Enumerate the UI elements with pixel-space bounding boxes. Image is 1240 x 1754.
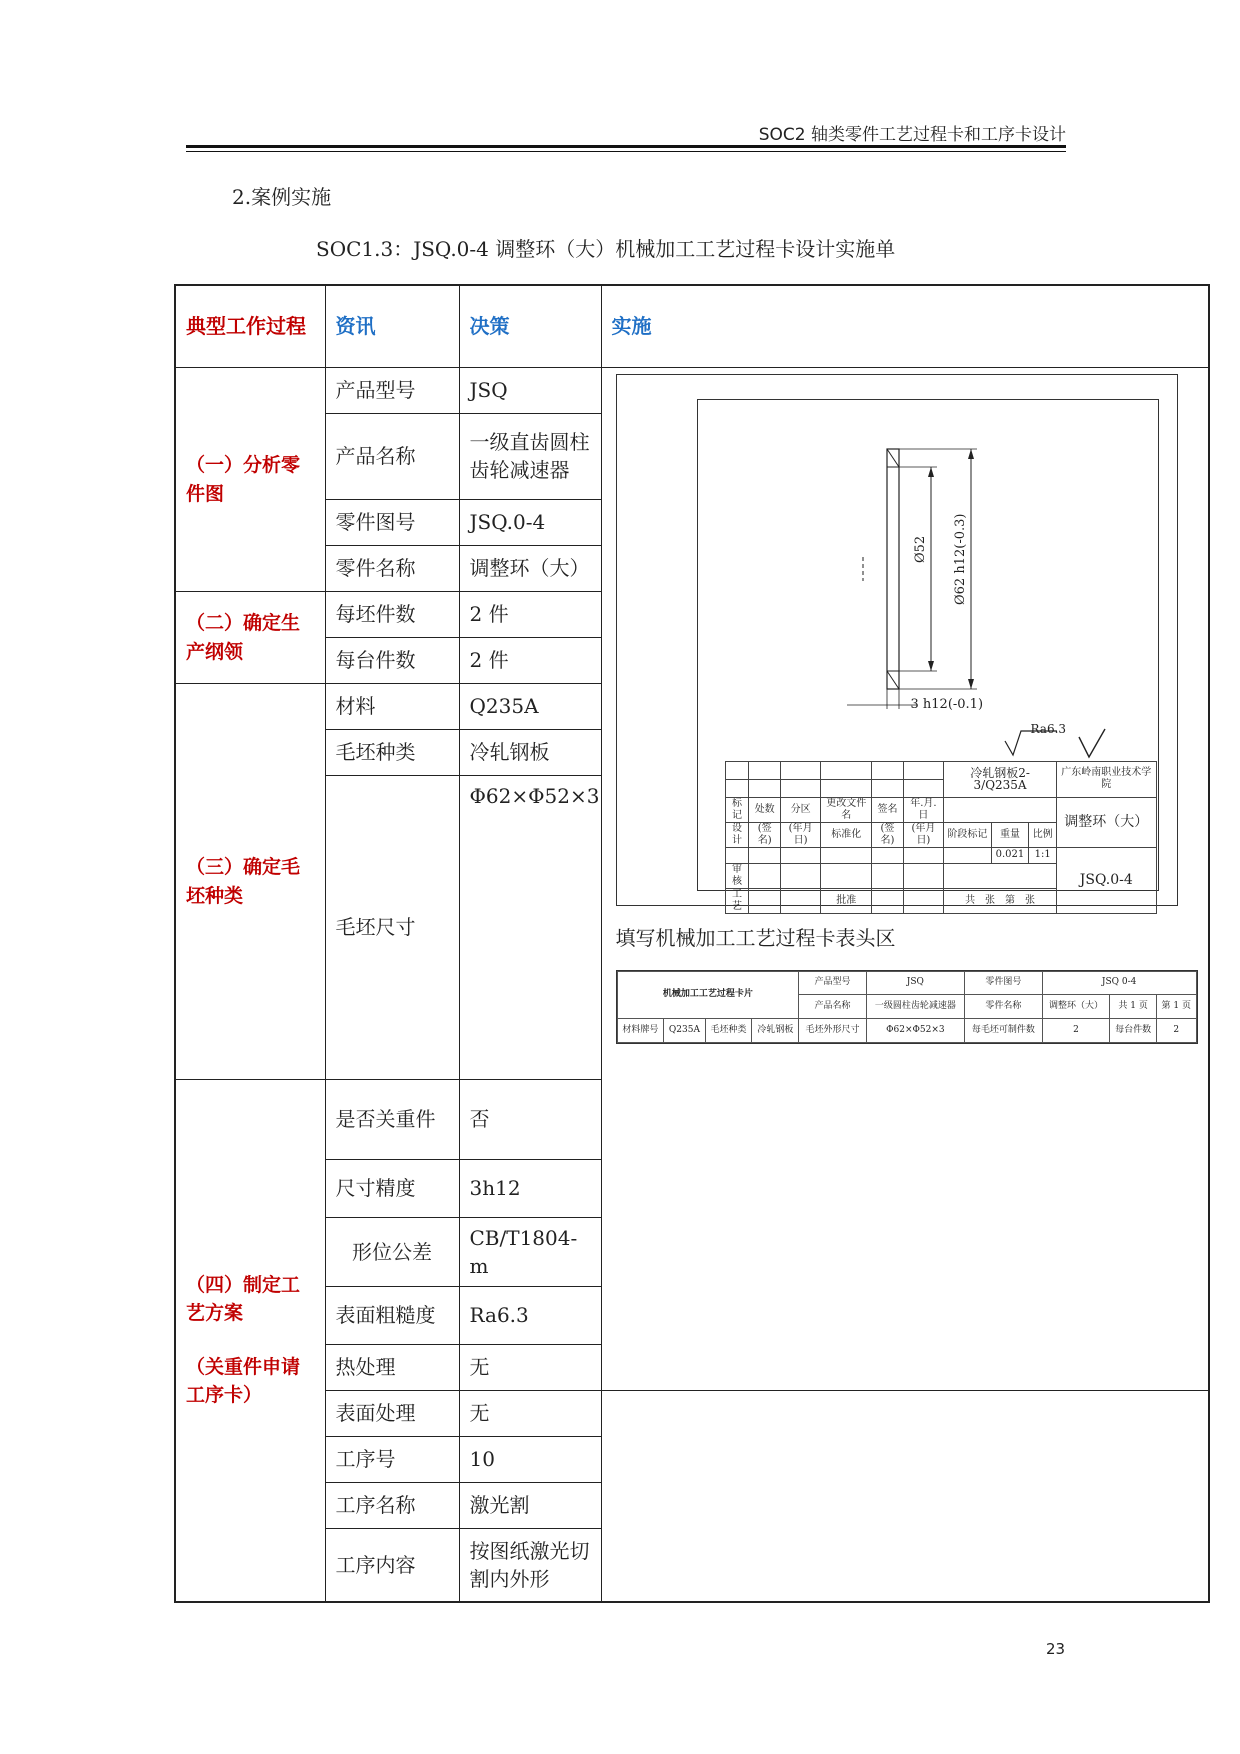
roughness-symbol: Ra6.3 — [1030, 721, 1067, 736]
row-label: 毛坯尺寸 — [325, 775, 459, 1079]
header-work-process: 典型工作过程 — [175, 285, 325, 367]
header-info: 资讯 — [325, 285, 459, 367]
row-value: JSQ — [459, 367, 601, 413]
row-value: 10 — [459, 1436, 601, 1482]
row-value: 无 — [459, 1344, 601, 1390]
header-decision: 决策 — [459, 285, 601, 367]
page-header: SOC2 轴类零件工艺过程卡和工序卡设计 — [758, 125, 1066, 145]
process-card-header: 机械加工工艺过程卡片 产品型号 JSQ 零件图号 JSQ 0-4 产品名称 一级圆柱齿轮减速器 零件名称 调整环（大） 共 1 页 第 1 页 材料牌号 Q235A 毛坯种类 冷轧钢板 毛坯外形尺寸 Φ62×Φ52×3 每毛坯可制件数 2 每台件数 2 — [616, 970, 1198, 1044]
row-label: 工序名称 — [325, 1482, 459, 1528]
row-value: 2 件 — [459, 591, 601, 637]
row-label: 材料 — [325, 683, 459, 729]
part-drawing — [616, 374, 1178, 912]
row-label: 是否关重件 — [325, 1079, 459, 1159]
row-label: 表面处理 — [325, 1390, 459, 1436]
row-value: 一级直齿圆柱齿轮减速器 — [459, 413, 601, 499]
header-rule-thin — [186, 151, 1066, 152]
stage-analyze-drawing: （一）分析零件图 — [175, 367, 325, 591]
row-label: 工序号 — [325, 1436, 459, 1482]
section-title: 2.案例实施 — [232, 185, 332, 209]
part-sketch — [617, 375, 1177, 775]
implementation-cell-top — [601, 367, 1209, 1390]
implementation-table — [174, 284, 1210, 1603]
row-value: 否 — [459, 1079, 601, 1159]
row-label: 工序内容 — [325, 1528, 459, 1602]
row-value: CB/T1804-m — [459, 1217, 601, 1286]
row-label: 零件名称 — [325, 545, 459, 591]
page-number: 23 — [1046, 1640, 1066, 1658]
row-label: 产品型号 — [325, 367, 459, 413]
row-label: 每坯件数 — [325, 591, 459, 637]
row-value: 2 件 — [459, 637, 601, 683]
row-label: 尺寸精度 — [325, 1159, 459, 1217]
dim-inner-diameter: Ø52 — [912, 535, 928, 563]
caption-header-area: 填写机械加工工艺过程卡表头区 — [615, 925, 896, 950]
row-value: 3h12 — [459, 1159, 601, 1217]
row-value: 调整环（大） — [459, 545, 601, 591]
row-label: 表面粗糙度 — [325, 1286, 459, 1344]
stage-process-plan: （四）制定工艺方案 （关重件申请工序卡） — [175, 1079, 325, 1602]
row-value: JSQ.0-4 — [459, 499, 601, 545]
dim-thickness: 3 h12(-0.1) — [910, 696, 984, 712]
row-label: 零件图号 — [325, 499, 459, 545]
row-value: Ra6.3 — [459, 1286, 601, 1344]
row-label: 形位公差 — [325, 1217, 459, 1286]
stage-blank-type: （三）确定毛坯种类 — [175, 683, 325, 1079]
stage-production-volume: （二）确定生产纲领 — [175, 591, 325, 683]
header-rule-thick — [186, 145, 1066, 148]
header-implementation: 实施 — [601, 285, 1209, 367]
row-value: 冷轧钢板 — [459, 729, 601, 775]
row-label: 热处理 — [325, 1344, 459, 1390]
row-value: Φ62×Φ52×3 — [459, 775, 601, 1079]
row-label: 产品名称 — [325, 413, 459, 499]
dim-outer-diameter: Ø62 h12(-0.3) — [952, 513, 968, 605]
row-value: 激光割 — [459, 1482, 601, 1528]
title-block: 冷轧钢板2-3/Q235A 广东岭南职业技术学院 标记 处数 分区 更改文件名 签名 年.月.日 调整环（大） 设计 (签名) (年月日) 标准化 (签名) (年月日) 阶段标记 重量 比例 0.021 1:1 JSQ.0-4 审核 工艺 批准 共 张 第 张 — [725, 761, 1157, 914]
sheet-title: SOC1.3：JSQ.0-4 调整环（大）机械加工工艺过程卡设计实施单 — [316, 237, 896, 261]
row-value: 无 — [459, 1390, 601, 1436]
row-value: 按图纸激光切割内外形 — [459, 1528, 601, 1602]
row-label: 毛坯种类 — [325, 729, 459, 775]
row-label: 每台件数 — [325, 637, 459, 683]
row-value: Q235A — [459, 683, 601, 729]
